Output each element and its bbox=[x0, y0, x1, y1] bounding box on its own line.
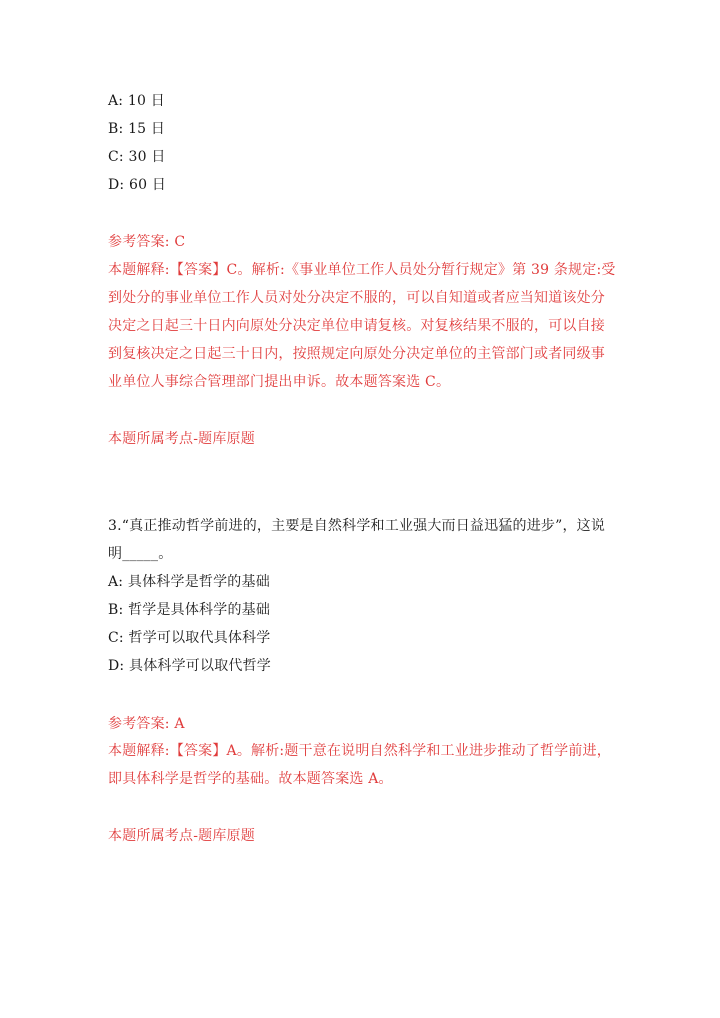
q2-option-d bbox=[108, 175, 166, 195]
q3-answer: 参考答案: A bbox=[108, 716, 185, 732]
option-label: A: bbox=[108, 93, 124, 109]
option-text: 30 日 bbox=[128, 149, 166, 165]
option-label: B: bbox=[108, 121, 124, 137]
option-text: 15 日 bbox=[128, 121, 166, 137]
q3-question: 3.“真正推动哲学前进的，主要是自然科学和工业强大而日益迅猛的进步”，这说明_____。 bbox=[108, 518, 606, 562]
q2-option-a bbox=[108, 91, 165, 111]
q3-source: 本题所属考点-题库原题 bbox=[108, 828, 255, 844]
q3-option-b bbox=[108, 600, 270, 620]
option-text: 具体科学是哲学的基础 bbox=[127, 574, 270, 590]
option-text: 60 日 bbox=[129, 177, 167, 193]
option-text: 具体科学可以取代哲学 bbox=[129, 658, 271, 674]
option-label: D: bbox=[108, 658, 125, 674]
q3-explanation: 本题解释:【答案】A。解析:题干意在说明自然科学和工业进步推动了哲学前进，即具体科学是哲学的基础。故本题答案选 A。 bbox=[108, 743, 611, 787]
option-label: C: bbox=[108, 149, 124, 165]
q2-option-c bbox=[108, 147, 166, 167]
option-label: B: bbox=[108, 602, 124, 618]
option-text: 10 日 bbox=[127, 93, 165, 109]
q3-option-c bbox=[108, 628, 271, 648]
q3-option-a bbox=[108, 572, 270, 592]
option-text: 哲学可以取代具体科学 bbox=[128, 630, 271, 646]
q2-answer: 参考答案: C bbox=[108, 234, 186, 250]
q3-option-d bbox=[108, 656, 271, 676]
option-label: D: bbox=[108, 177, 125, 193]
option-label: A: bbox=[108, 574, 124, 590]
q2-explanation: 本题解释:【答案】C。解析:《事业单位工作人员处分暂行规定》第 39 条规定:受到处分的事业单位工作人员对处分决定不服的，可以自知道或者应当知道该处分决定之日起三十日内向原处分决定单位申请复核。对复核结果不服的，可以自接到复核决定之日起三十日内，按照规定向原处分决定单位的主管部门或者同级事业单位人事综合管理部门提出申诉。故本题答案选 C。 bbox=[108, 262, 616, 390]
option-text: 哲学是具体科学的基础 bbox=[128, 602, 271, 618]
option-label: C: bbox=[108, 630, 124, 646]
q2-source: 本题所属考点-题库原题 bbox=[108, 431, 255, 447]
q2-option-b bbox=[108, 119, 165, 139]
